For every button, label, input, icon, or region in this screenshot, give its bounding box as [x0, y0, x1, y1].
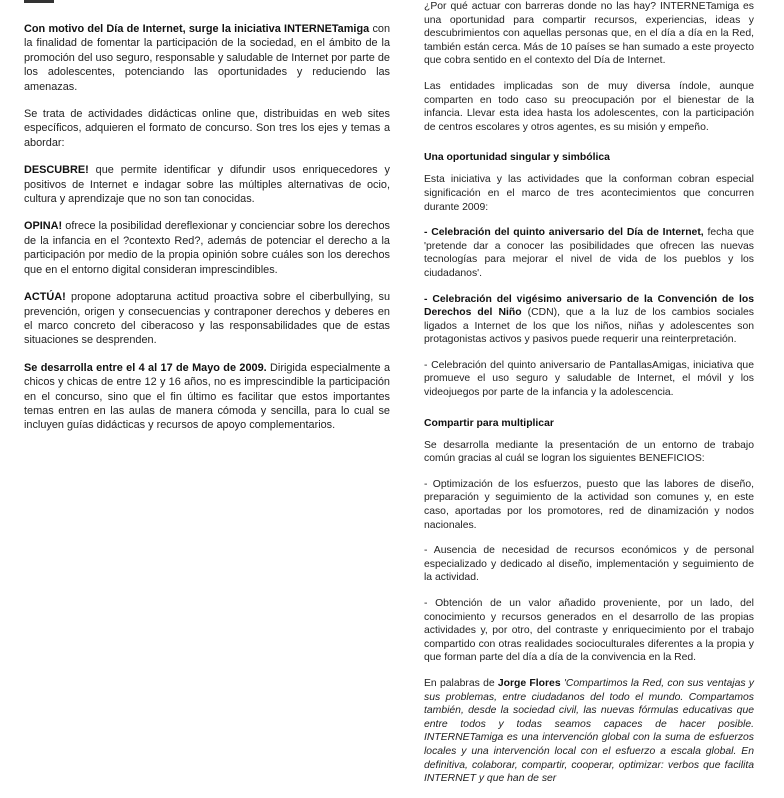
dates-lead: Se desarrolla entre el 4 al 17 de Mayo de 2009. [24, 361, 267, 374]
internet-day-lead: - Celebración del quinto aniversario del Día de Internet, [424, 227, 704, 239]
quote-author: Jorge Flores [497, 677, 561, 689]
pantallas-paragraph: - Celebración del quinto aniversario de PantallasAmigas, iniciativa que promueve el uso seguro y saludable de Internet, el móvil y los videojuegos por parte de la infancia y la adolescencia. [424, 359, 754, 399]
section-heading-oportunidad: Una oportunidad singular y simbólica [424, 152, 610, 164]
section-heading-compartir: Compartir para multiplicar [424, 417, 554, 429]
right-column [424, 0, 754, 798]
descubre-text: que permite identificar y difundir usos enriquecedores y positivos de Internet e indagar sobre las múltiples alternativas de ocio, cultura y aprendizaje que no son tan conocidas. [24, 164, 390, 206]
actua-paragraph [24, 290, 390, 348]
dates-text: Dirigida especialmente a chicos y chicas de entre 12 y 16 años, no es imprescindible la participación en el concurso, sino que el fin último es facilitar que estos importantes temas entren en las aulas de manera cómoda y sencilla, para lo cual se incluyen guías didácticas y recursos de apoyo complementarios. [24, 361, 390, 432]
quote-text: 'Compartimos la Red, con sus ventajas y sus problemas, entre ciudadanos del todo el mundo. Compartamos también, desde la sociedad civil, las nuevas fórmulas educativas que entre todos y todas seamos capaces de hacer posible. INTERNETamiga es una intervención global con la suma de esfuerzos locales y una intervención local con el esfuerzo a escala global. En definitiva, colaborar, compartir, cooperar, optimizar: verbos que facilita INTERNET y que han de ser [424, 677, 754, 785]
dates-paragraph [24, 361, 390, 433]
entities-paragraph: Las entidades implicadas son de muy diversa índole, aunque comparten en todo caso su preocupación por el bienestar de la infancia. Llevar esta idea hasta los adolescentes, con la participación de centros escolares y otros agentes, es su misión y empeño. [424, 80, 754, 133]
opina-lead: OPINA! [24, 220, 63, 233]
opina-paragraph [24, 219, 390, 277]
descubre-paragraph [24, 163, 390, 206]
why-paragraph: ¿Por qué actuar con barreras donde no las hay? INTERNETamiga es una oportunidad para compartir recursos, experiencias, ideas y descubrimientos con aquellas personas que, en el día a día en la Red, también están cerca. Más de 10 países se han sumado a este proyecto que cobra sentido en el contexto del Día de Internet. [424, 1, 754, 67]
significance-paragraph: Esta iniciativa y las actividades que la conforman cobran especial significación en el marco de tres acontecimientos que concurren durante 2009: [424, 174, 754, 213]
opina-text: ofrece la posibilidad dereflexionar y concienciar sobre los derechos de la infancia en el ?contexto Red?, además de potenciar el derecho a la participación por medio de la propia opinión sobre cuáles son los derechos que en el entorno digital consideran imprescindibles. [24, 220, 390, 276]
environment-paragraph: Se desarrolla mediante la presentación de un entorno de trabajo común gracias al cuál se logran los siguientes BENEFICIOS: [424, 439, 754, 465]
intro-lead: Con motivo del Día de Internet, surge la iniciativa INTERNETamiga [24, 23, 370, 35]
top-rule [24, 0, 54, 3]
benefit-resources: - Ausencia de necesidad de recursos económicos y de personal especializado y dedicado al diseño, implementación y seguimiento de la actividad. [424, 545, 754, 584]
activities-paragraph: Se trata de actividades didácticas online que, distribuidas en web sites específicos, adquieren el formato de concurso. Son tres los ejes y temas a abordar: [24, 108, 390, 149]
cdn-paragraph [424, 293, 754, 347]
benefit-optimization: - Optimización de los esfuerzos, puesto que las labores de diseño, preparación y seguimiento de la actividad son comunes y, en este caso, aportadas por los promotores, red de dinamización y nodos nacionales. [424, 478, 754, 531]
descubre-lead: DESCUBRE! [24, 164, 89, 177]
quote-lead: En palabras de [424, 677, 498, 689]
actua-lead: ACTÚA! [24, 291, 66, 304]
internet-day-text: fecha que 'pretende dar a conocer las posibilidades que ofrecen las nuevas tecnologías para mejorar el nivel de vida de los pueblos y los ciudadanos'. [424, 227, 755, 279]
intro-paragraph [24, 22, 390, 94]
cdn-lead: - Celebración del vigésimo aniversario de la Convención de los Derechos del Niño [424, 293, 754, 319]
quote-paragraph [424, 677, 754, 786]
internet-day-paragraph [424, 226, 754, 280]
cdn-text: (CDN), que a la luz de los cambios sociales ligados a Internet de los que los niños, niñas y adolescentes son protagonistas activos y pasivos puede requerir una reinterpretación. [424, 307, 754, 346]
benefit-added-value: - Obtención de un valor añadido proveniente, por un lado, del conocimiento y recursos generados en el desarrollo de las propias actividades y, por otro, del contraste y enriquecimiento por el trabajo compartido con otras realidades socioculturales diferentes a la propia y que forman parte del día a día de la convivencia en la Red. [424, 598, 754, 664]
left-column [24, 22, 390, 446]
actua-text: propone adoptaruna actitud proactiva sobre el ciberbullying, su prevención, origen y consecuencias y contraponer derechos y deberes en el marco concreto del ciberacoso y las responsabilidades que de estas situaciones se desprenden. [24, 291, 390, 347]
intro-text: con la finalidad de fomentar la participación de la sociedad, en el ámbito de la promoción del uso seguro, responsable y saludable de Internet por parte de los adolescentes, potenciando las oportunidades y reduciendo las amenazas. [24, 23, 391, 93]
